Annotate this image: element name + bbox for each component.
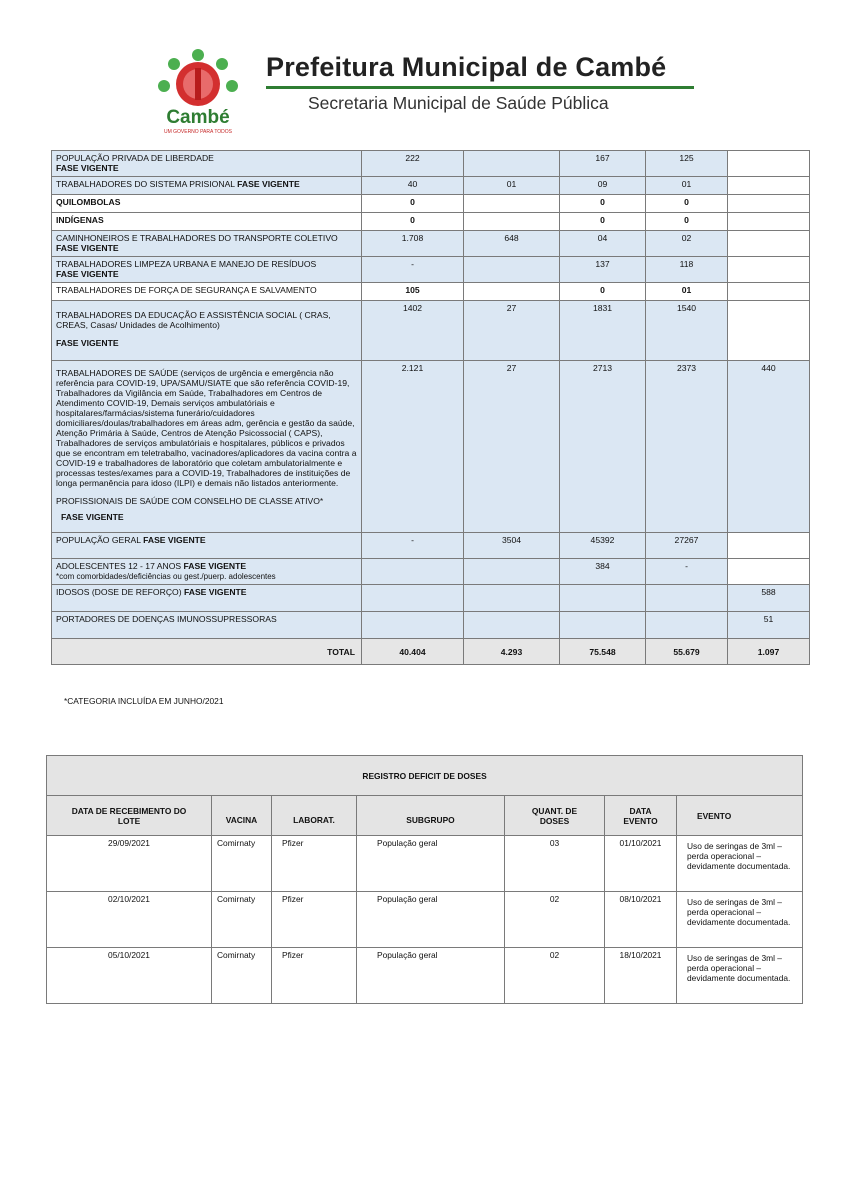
cell: [728, 177, 810, 195]
cell: 222: [362, 151, 464, 177]
table-row: [52, 585, 810, 612]
table-title-row: [47, 756, 803, 796]
cell: 27: [464, 301, 560, 361]
phase-tag: FASE VIGENTE: [61, 512, 124, 522]
cell: [728, 301, 810, 361]
cell: 105: [362, 283, 464, 301]
cell: População geral: [357, 836, 505, 892]
cell: 384: [560, 559, 646, 585]
table-row: [52, 283, 810, 301]
table-row: [52, 257, 810, 283]
cell: 2.121: [362, 361, 464, 533]
row-sublabel: PROFISSIONAIS DE SAÚDE COM CONSELHO DE CLASSE ATIVO*: [56, 496, 324, 506]
phase-tag: FASE VIGENTE: [56, 269, 119, 279]
cell: 0: [560, 213, 646, 231]
row-label: INDÍGENAS: [52, 213, 362, 231]
cell: [464, 195, 560, 213]
total-row: [52, 639, 810, 665]
row-label: ADOLESCENTES 12 - 17 ANOS: [56, 561, 182, 571]
cell: [464, 559, 560, 585]
table-row: [52, 177, 810, 195]
dose-deficit-table: [46, 755, 803, 1004]
col-header: LABORAT.: [272, 796, 357, 836]
cell: 03: [505, 836, 605, 892]
cambe-logo: [150, 48, 246, 136]
cell: 75.548: [560, 639, 646, 665]
cell: 1402: [362, 301, 464, 361]
cell: [464, 585, 560, 612]
cell: [464, 151, 560, 177]
logo-tagline: UM GOVERNO PARA TODOS: [163, 129, 233, 135]
cell: 29/09/2021: [47, 836, 212, 892]
table-row: [52, 612, 810, 639]
table-row: [52, 533, 810, 559]
cell: 4.293: [464, 639, 560, 665]
cell: 40: [362, 177, 464, 195]
row-label: TRABALHADORES DO SISTEMA PRISIONAL: [56, 179, 235, 189]
col-header: SUBGRUPO: [357, 796, 505, 836]
cell: [728, 195, 810, 213]
cell: Uso de seringas de 3ml – perda operacional – devidamente documentada.: [677, 836, 803, 892]
cell: População geral: [357, 948, 505, 1004]
row-label: POPULAÇÃO PRIVADA DE LIBERDADE: [56, 153, 214, 163]
cell: [728, 213, 810, 231]
phase-tag: FASE VIGENTE: [56, 163, 119, 173]
cell: 01: [646, 177, 728, 195]
phase-tag: FASE VIGENTE: [237, 179, 300, 189]
cell: 40.404: [362, 639, 464, 665]
cell: 45392: [560, 533, 646, 559]
cell: -: [362, 533, 464, 559]
cell: Comirnaty: [212, 836, 272, 892]
table-row: [52, 195, 810, 213]
row-label: POPULAÇÃO GERAL: [56, 535, 141, 545]
col-header: VACINA: [212, 796, 272, 836]
table-row: [52, 213, 810, 231]
cell: 3504: [464, 533, 560, 559]
cell: Comirnaty: [212, 892, 272, 948]
cell: 1.097: [728, 639, 810, 665]
cell: 55.679: [646, 639, 728, 665]
title-underline: [266, 86, 694, 89]
cell: -: [362, 257, 464, 283]
cell: -: [646, 559, 728, 585]
cell: 0: [646, 213, 728, 231]
cell: 27: [464, 361, 560, 533]
cell: 118: [646, 257, 728, 283]
table-row: [47, 948, 803, 1004]
cell: [464, 213, 560, 231]
col-header: EVENTO: [677, 796, 803, 836]
col-header: DATA EVENTO: [605, 796, 677, 836]
cell: 02: [646, 231, 728, 257]
phase-tag: FASE VIGENTE: [56, 338, 119, 348]
cell: População geral: [357, 892, 505, 948]
total-label: TOTAL: [52, 639, 362, 665]
cell: [646, 612, 728, 639]
cell: 02: [505, 892, 605, 948]
cell: [560, 585, 646, 612]
cell: [464, 257, 560, 283]
row-label: IDOSOS (DOSE DE REFORÇO): [56, 587, 182, 597]
row-label: QUILOMBOLAS: [52, 195, 362, 213]
cell: 51: [728, 612, 810, 639]
cell: [728, 559, 810, 585]
cell: 648: [464, 231, 560, 257]
cell: [728, 533, 810, 559]
cell: 27267: [646, 533, 728, 559]
cell: 18/10/2021: [605, 948, 677, 1004]
footnote: *CATEGORIA INCLUÍDA EM JUNHO/2021: [64, 696, 224, 706]
cell: 1.708: [362, 231, 464, 257]
cell: [728, 257, 810, 283]
cell: [362, 585, 464, 612]
cell: 167: [560, 151, 646, 177]
cell: [728, 151, 810, 177]
row-label: PORTADORES DE DOENÇAS IMUNOSSUPRESSORAS: [52, 612, 362, 639]
cell: 137: [560, 257, 646, 283]
cell: Pfizer: [272, 948, 357, 1004]
table-row: [52, 231, 810, 257]
cell: Pfizer: [272, 836, 357, 892]
cell: [362, 612, 464, 639]
cell: Comirnaty: [212, 948, 272, 1004]
cell: Uso de seringas de 3ml – perda operacional – devidamente documentada.: [677, 892, 803, 948]
cell: [464, 612, 560, 639]
table-row: [47, 892, 803, 948]
cell: [464, 283, 560, 301]
cell: 1831: [560, 301, 646, 361]
table-row: [47, 836, 803, 892]
phase-tag: FASE VIGENTE: [56, 243, 119, 253]
cell: 01: [464, 177, 560, 195]
cell: 2373: [646, 361, 728, 533]
vaccination-groups-table: [51, 150, 810, 665]
row-note: *com comorbidades/deficiências ou gest./puerp. adolescentes: [56, 572, 276, 581]
cell: 440: [728, 361, 810, 533]
cell: Uso de seringas de 3ml – perda operacional – devidamente documentada.: [677, 948, 803, 1004]
phase-tag: FASE VIGENTE: [183, 587, 247, 597]
cell: 0: [560, 195, 646, 213]
cell: 05/10/2021: [47, 948, 212, 1004]
table-row: [52, 559, 810, 585]
row-label: TRABALHADORES DA EDUCAÇÃO E ASSISTÊNCIA SOCIAL ( CRAS, CREAS, Casas/ Unidades de Acolhimento): [56, 310, 331, 330]
cell: 02: [505, 948, 605, 1004]
row-label: TRABALHADORES LIMPEZA URBANA E MANEJO DE RESÍDUOS: [56, 259, 317, 269]
cell: 08/10/2021: [605, 892, 677, 948]
row-label: TRABALHADORES DE FORÇA DE SEGURANÇA E SALVAMENTO: [52, 283, 362, 301]
cell: 1540: [646, 301, 728, 361]
cell: 01: [646, 283, 728, 301]
cell: 0: [560, 283, 646, 301]
cell: 0: [646, 195, 728, 213]
table-row: [52, 361, 810, 533]
cell: [728, 283, 810, 301]
cell: 04: [560, 231, 646, 257]
cell: 0: [362, 213, 464, 231]
cell: [362, 559, 464, 585]
col-header: QUANT. DE DOSES: [505, 796, 605, 836]
page-title: Prefeitura Municipal de Cambé: [266, 52, 667, 82]
row-label: CAMINHONEIROS E TRABALHADORES DO TRANSPORTE COLETIVO: [56, 233, 338, 243]
row-label: TRABALHADORES DE SAÚDE (serviços de urgência e emergência não referência para COVID-19, UPA/SAMU/SIATE que são referência COVID-19, Trabalhadores da Vigilância em Saúde, Trabalhadores em Centros de Atendimento COVID-19, Demais serviços ambulatóriais e hospitalares/farmácias/sistema funerário/cuidadores domiciliares/doulas/trabalhadores em áreas adm, gerência e gestão da saúde, Atenção Primária à Saúde, Centros de Atenção Psicossocial ( CAPS), Trabalhadores de serviços ambulatóriais e hospitalares, públicos e privados que se encontram em teletrabalho, vacinadores/aplicadores da vacina contra a COVID-19 e trabalhadores de laboratório que coletam ambulatorialmente e processas testes/exames para a COVID-19, Trabalhadores de instituições de longa permanência para idoso (ILPI) e demais não listados anteriormente.: [56, 368, 357, 488]
table-title: REGISTRO DEFICIT DE DOSES: [47, 756, 803, 796]
cell: 2713: [560, 361, 646, 533]
page-subtitle: Secretaria Municipal de Saúde Pública: [308, 93, 609, 113]
col-header: DATA DE RECEBIMENTO DO LOTE: [47, 796, 212, 836]
cell: 588: [728, 585, 810, 612]
cell: [560, 612, 646, 639]
cell: 0: [362, 195, 464, 213]
cell: 09: [560, 177, 646, 195]
cell: 01/10/2021: [605, 836, 677, 892]
phase-tag: FASE VIGENTE: [143, 535, 206, 545]
logo-text: Cambé: [166, 107, 230, 128]
table-row: [52, 301, 810, 361]
cell: 02/10/2021: [47, 892, 212, 948]
phase-tag: FASE VIGENTE: [183, 561, 247, 571]
table-row: [52, 151, 810, 177]
cell: [728, 231, 810, 257]
cell: [646, 585, 728, 612]
header-row: [47, 796, 803, 836]
cell: Pfizer: [272, 892, 357, 948]
cell: 125: [646, 151, 728, 177]
